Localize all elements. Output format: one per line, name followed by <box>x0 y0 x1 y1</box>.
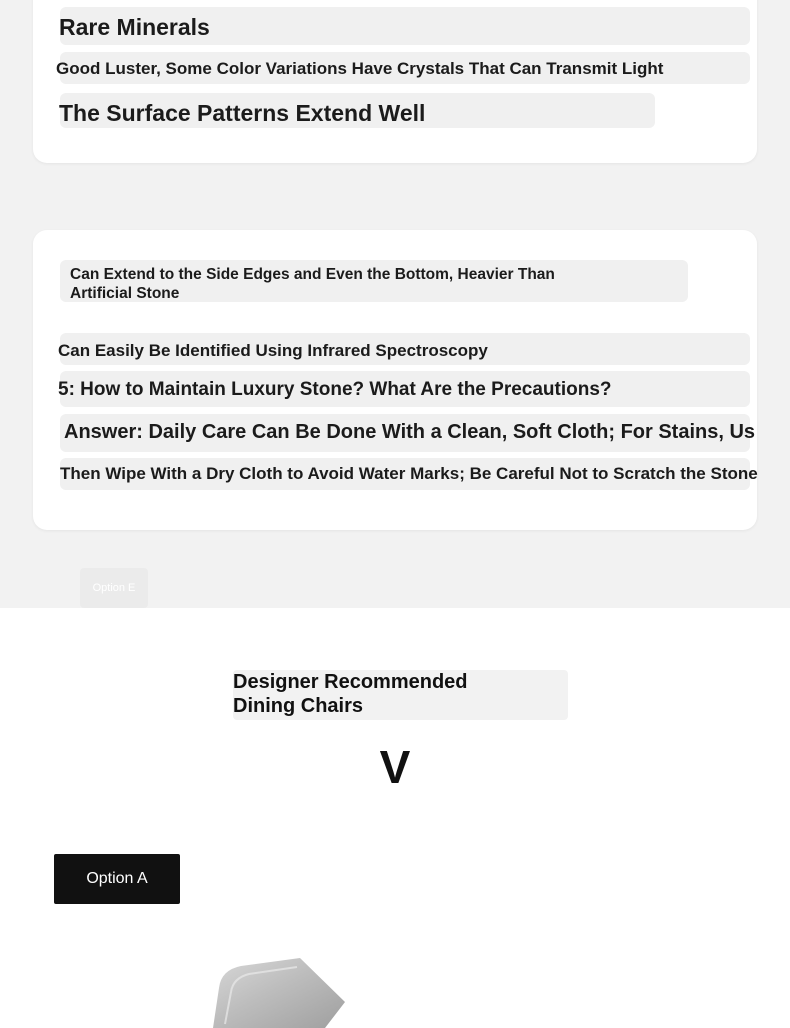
card-two-line-two: Can Easily Be Identified Using Infrared Spectroscopy <box>58 341 488 360</box>
card-two-line-one: Can Extend to the Side Edges and Even the Bottom, Heavier Than Artificial Stone <box>70 266 555 302</box>
card-two-question: 5: How to Maintain Luxury Stone? What Are the Precautions? <box>58 379 612 400</box>
option-a-button[interactable]: Option A <box>54 854 180 904</box>
dining-chair-image <box>205 958 355 1028</box>
card-two-note: Then Wipe With a Dry Cloth to Avoid Water Marks; Be Careful Not to Scratch the Stone <box>60 464 758 483</box>
option-e-chip[interactable]: Option E <box>80 568 148 608</box>
card-one-subheading: The Surface Patterns Extend Well <box>59 100 426 126</box>
content-card-two <box>33 230 757 530</box>
card-one-body: Good Luster, Some Color Variations Have Crystals That Can Transmit Light <box>56 59 664 78</box>
content-card-one <box>33 0 757 163</box>
card-one-heading: Rare Minerals <box>59 14 210 40</box>
v-marker: V <box>379 741 411 793</box>
card-two-answer: Answer: Daily Care Can Be Done With a Clean, Soft Cloth; For Stains, Us <box>64 421 756 443</box>
promo-title: Designer Recommended Dining Chairs <box>233 671 468 717</box>
